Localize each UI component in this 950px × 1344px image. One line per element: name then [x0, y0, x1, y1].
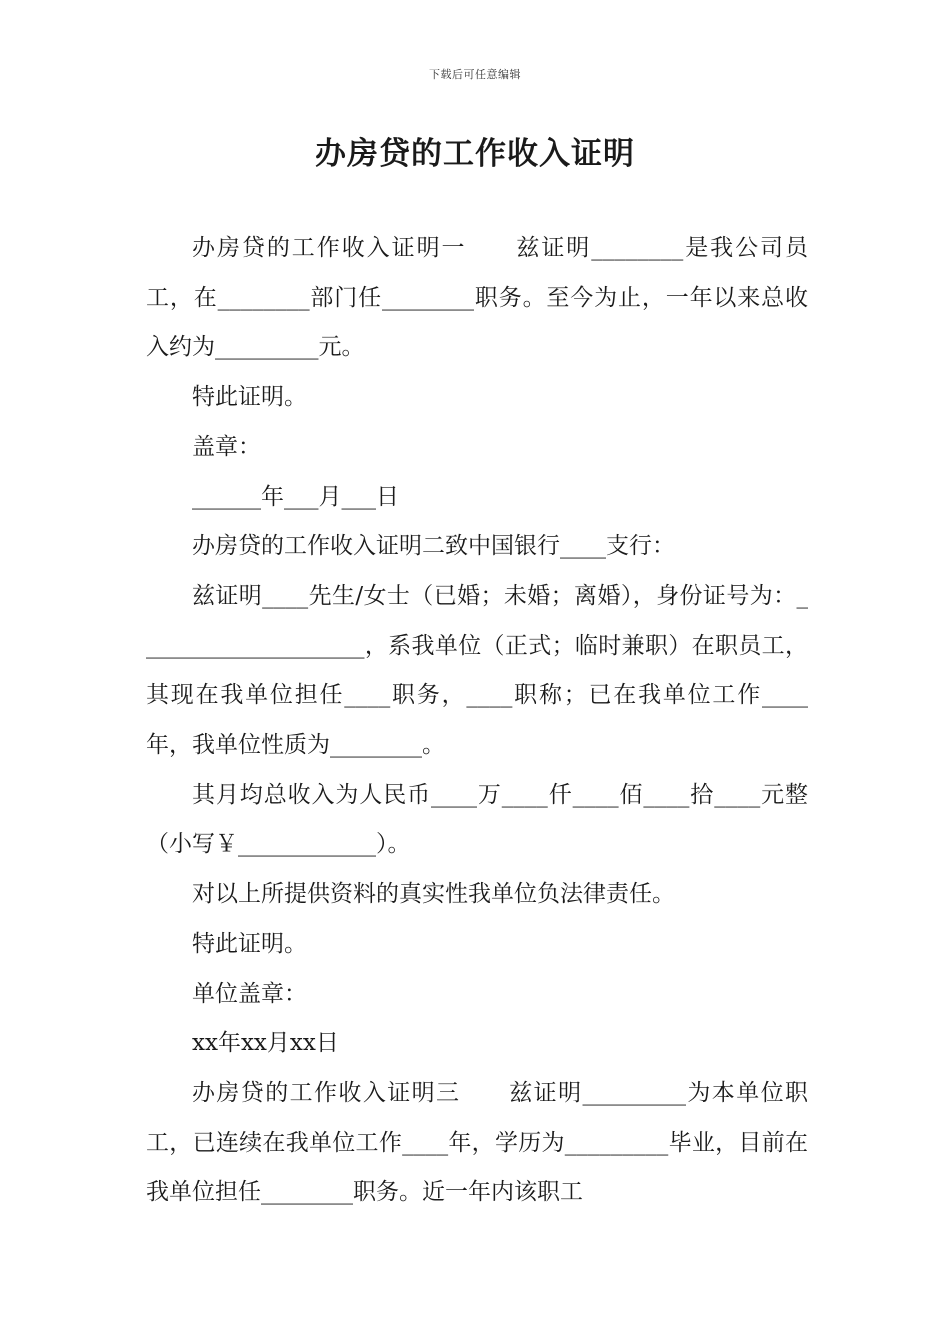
paragraph-date: xx年xx月xx日	[192, 1030, 339, 1057]
paragraph-monthly-income: 其月均总收入为人民币____万____仟____佰____拾____元整（小写￥____________）。	[146, 781, 808, 858]
paragraph-unit-seal: 单位盖章：	[192, 980, 307, 1007]
paragraph-hereby-certify-2: 特此证明。	[192, 930, 307, 957]
paragraph-seal: 盖章：	[192, 433, 261, 460]
header-note: 下载后可任意编辑	[429, 68, 521, 81]
paragraph-hereby-certify: 特此证明。	[192, 384, 307, 411]
document-title: 办房贷的工作收入证明	[315, 136, 635, 172]
paragraph-legal-responsibility: 对以上所提供资料的真实性我单位负法律责任。	[192, 881, 675, 908]
document-body	[146, 224, 808, 1218]
paragraph-certificate-2-heading: 办房贷的工作收入证明二致中国银行____支行：	[192, 533, 675, 560]
paragraph-certificate-2-body: 兹证明____先生/女士（已婚；未婚；离婚），身份证号为：____________________，系我单位（正式；临时兼职）在职员工，其现在我单位担任____职务，____职称；已在我单位工作____年，我单位性质为________。	[146, 582, 808, 759]
paragraph-certificate-1: 办房贷的工作收入证明一 兹证明________是我公司员工，在________部门任________职务。至今为止，一年以来总收入约为_________元。	[146, 235, 808, 361]
paragraph-certificate-3: 办房贷的工作收入证明三 兹证明_________为本单位职工，已连续在我单位工作____年，学历为_________毕业，目前在我单位担任________职务。近一年内该职工	[146, 1079, 808, 1206]
paragraph-date-blank: ______年___月___日	[192, 483, 399, 510]
